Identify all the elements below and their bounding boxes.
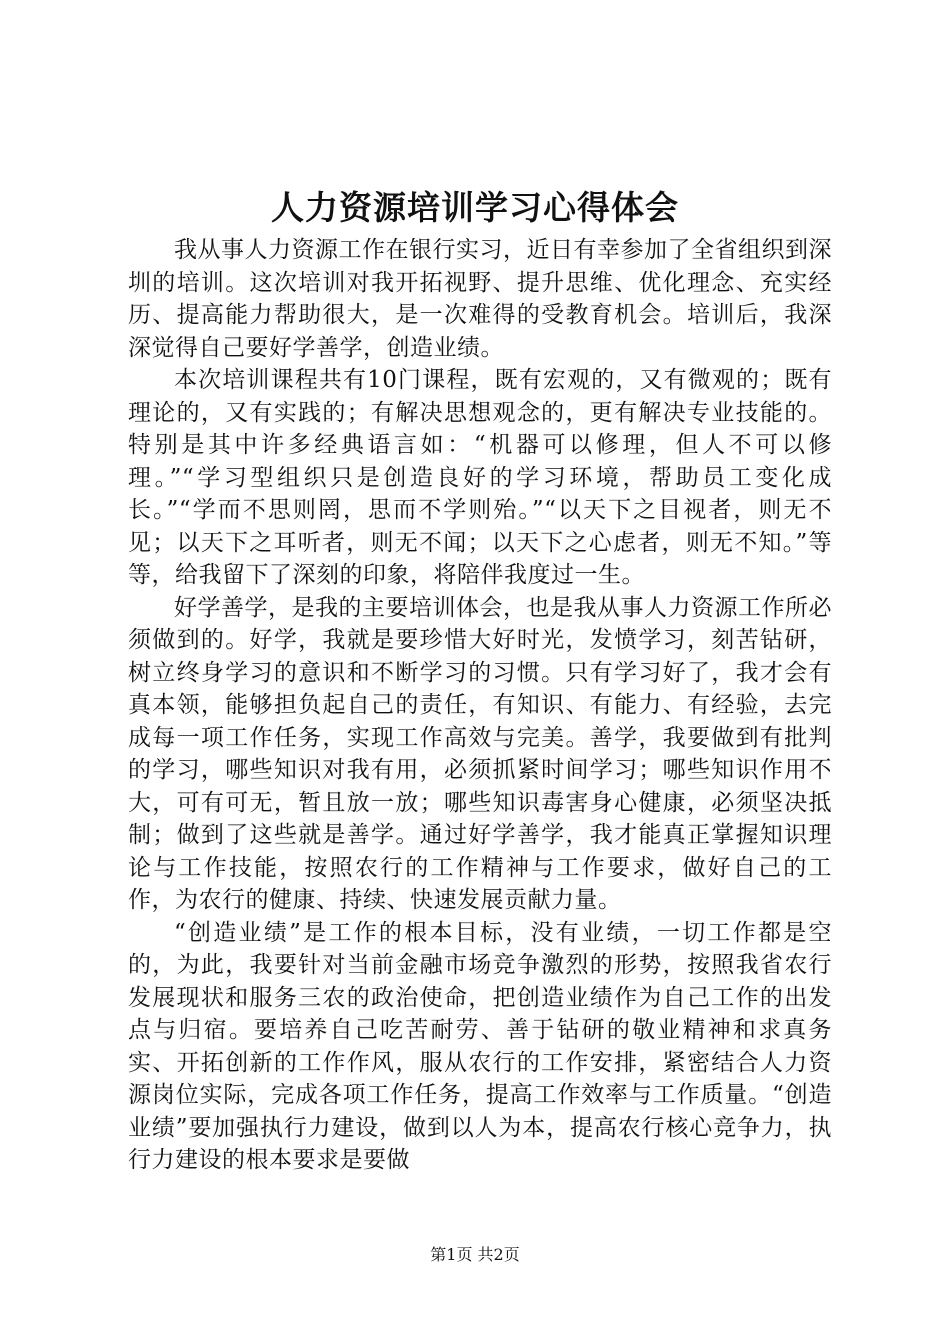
page-title: 人力资源培训学习心得体会 [271,188,679,227]
page-footer: 第1页 共2页 [430,1245,520,1264]
paragraph-3: 好学善学，是我的主要培训体会，也是我从事人力资源工作所必须做到的。好学，我就是要珍惜大好时光，发愤学习，刻苦钻研，树立终身学习的意识和不断学习的习惯。只有学习好了，我才会有真本领，能够担负起自己的责任，有知识、有能力、有经验，去完成每一项工作任务，实现工作高效与完美。善学，我要做到有批判的学习，哪些知识对我有用，必须抓紧时间学习；哪些知识作用不大，可有可无，暂且放一放；哪些知识毒害身心健康，必须坚决抵制；做到了这些就是善学。通过好学善学，我才能真正掌握知识理论与工作技能，按照农行的工作精神与工作要求，做好自己的工作，为农行的健康、持续、快速发展贡献力量。 [128,594,832,913]
paragraph-1: 我从事人力资源工作在银行实习，近日有幸参加了全省组织到深圳的培训。这次培训对我开拓视野、提升思维、优化理念、充实经历、提高能力帮助很大，是一次难得的受教育机会。培训后，我深深觉得自己要好学善学，创造业绩。 [128,237,832,361]
paragraph-2: 本次培训课程共有10门课程，既有宏观的，又有微观的；既有理论的，又有实践的；有解决思想观念的，更有解决专业技能的。特别是其中许多经典语言如：“机器可以修理，但人不可以修理。”“学习型组织只是创造良好的学习环境，帮助员工变化成长。”“学而不思则罔，思而不学则殆。”“以天下之目视者，则无不见；以天下之耳听者，则无不闻；以天下之心虑者，则无不知。”等等，给我留下了深刻的印象，将陪伴我度过一生。 [128,367,832,588]
document-body [128,234,832,1177]
paragraph-4: “创造业绩”是工作的根本目标，没有业绩，一切工作都是空的，为此，我要针对当前金融市场竞争激烈的形势，按照我省农行发展现状和服务三农的政治使命，把创造业绩作为自己工作的出发点与归宿。要培养自己吃苦耐劳、善于钻研的敬业精神和求真务实、开拓创新的工作作风，服从农行的工作安排，紧密结合人力资源岗位实际，完成各项工作任务，提高工作效率与工作质量。“创造业绩”要加强执行力建设，做到以人为本，提高农行核心竞争力，执行力建设的根本要求是要做 [128,919,832,1173]
